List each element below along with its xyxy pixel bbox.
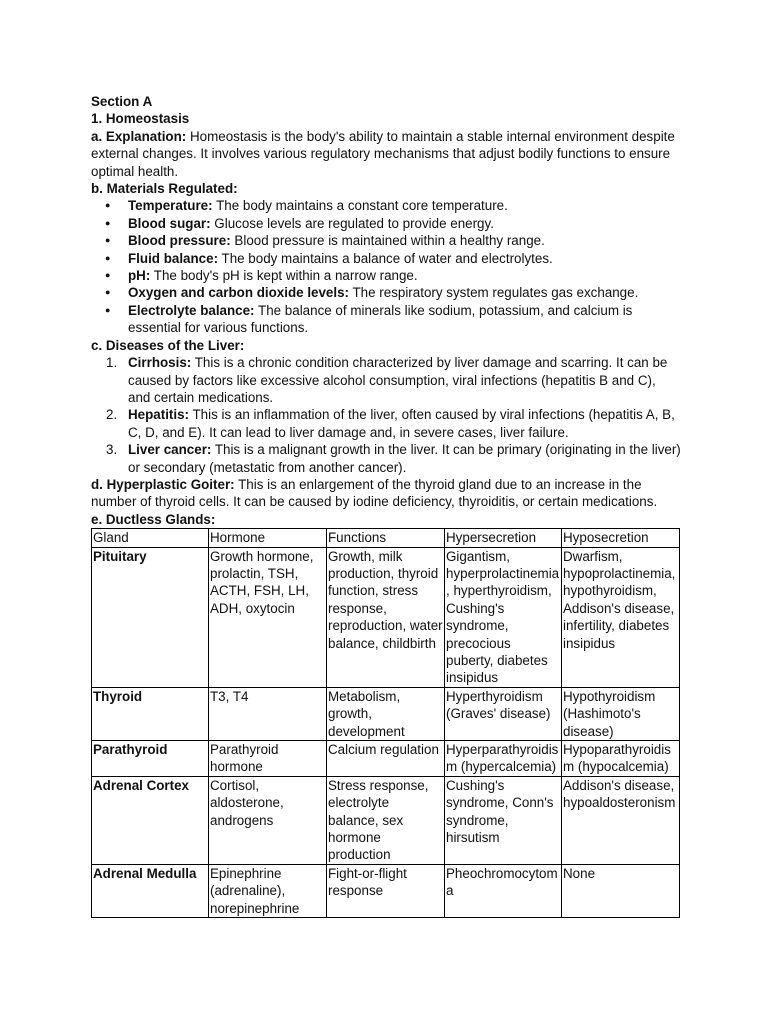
table-cell: Gigantism, hyperprolactinemia, hyperthyroidism, Cushing's syndrome, precocious puberty, diabetes insipidus xyxy=(445,547,562,687)
list-item: ● Blood pressure: Blood pressure is maintained within a healthy range. xyxy=(91,232,681,249)
table-header-cell: Functions xyxy=(327,529,445,547)
list-item: 3. Liver cancer: This is a malignant growth in the liver. It can be primary (originating in the liver) or secondary (metastatic from another cancer). xyxy=(106,442,681,475)
table-row xyxy=(92,687,680,740)
table-cell: Fight-or-flight response xyxy=(327,864,445,917)
diseases-list xyxy=(91,354,681,476)
table-cell: Parathyroid hormone xyxy=(209,741,327,777)
table-cell: Addison's disease, hypoaldosteronism xyxy=(562,776,680,864)
document-page xyxy=(91,93,681,918)
table-row xyxy=(92,864,680,917)
table-cell: Pheochromocytoma xyxy=(445,864,562,917)
explanation-label: a. Explanation: xyxy=(91,128,187,144)
list-item: ● Temperature: The body maintains a constant core temperature. xyxy=(91,197,681,214)
table-cell: T3, T4 xyxy=(209,687,327,740)
table-cell: None xyxy=(562,864,680,917)
table-cell: Metabolism, growth, development xyxy=(327,687,445,740)
glands-table xyxy=(91,528,680,918)
table-header-cell: Gland xyxy=(92,529,209,547)
table-cell: Growth, milk production, thyroid function, stress response, reproduction, water balance, childbirth xyxy=(327,547,445,687)
table-cell: Stress response, electrolyte balance, sex hormone production xyxy=(327,776,445,864)
materials-list xyxy=(91,197,681,336)
list-item: 2. Hepatitis: This is an inflammation of the liver, often caused by viral infections (hepatitis A, B, C, D, and E). It can lead to liver damage and, in severe cases, liver failure. xyxy=(106,407,675,440)
list-item: ● Electrolyte balance: The balance of minerals like sodium, potassium, and calcium is essential for various functions. xyxy=(91,302,681,337)
table-cell: Epinephrine (adrenaline), norepinephrine xyxy=(209,864,327,917)
gland-name-cell: Thyroid xyxy=(92,687,209,740)
question-title: 1. Homeostasis xyxy=(91,111,190,127)
materials-heading: b. Materials Regulated: xyxy=(91,181,238,197)
table-cell: Hypoparathyroidism (hypocalcemia) xyxy=(562,741,680,777)
list-item: 1. Cirrhosis: This is a chronic condition characterized by liver damage and scarring. It can be caused by factors like excessive alcohol consumption, viral infections (hepatitis B and C), and certain medications. xyxy=(106,355,668,405)
table-header-cell: Hormone xyxy=(209,529,327,547)
gland-name-cell: Adrenal Cortex xyxy=(92,776,209,864)
table-cell: Calcium regulation xyxy=(327,741,445,777)
table-header-cell: Hypersecretion xyxy=(445,529,562,547)
table-cell: Hyperthyroidism (Graves' disease) xyxy=(445,687,562,740)
section-title: Section A xyxy=(91,94,153,109)
table-cell: Cortisol, aldosterone, androgens xyxy=(209,776,327,864)
table-cell: Cushing's syndrome, Conn's syndrome, hirsutism xyxy=(445,776,562,864)
goiter-label: d. Hyperplastic Goiter: xyxy=(91,476,235,492)
glands-heading: e. Ductless Glands: xyxy=(91,511,216,527)
goiter-paragraph xyxy=(91,476,681,511)
table-row xyxy=(92,776,680,864)
table-cell: Growth hormone, prolactin, TSH, ACTH, FSH, LH, ADH, oxytocin xyxy=(209,547,327,687)
gland-name-cell: Parathyroid xyxy=(92,741,209,777)
explanation-text: Homeostasis is the body's ability to maintain a stable internal environment despite external changes. It involves various regulatory mechanisms that adjust bodily functions to ensure optimal health. xyxy=(91,128,675,179)
list-item: ● pH: The body's pH is kept within a narrow range. xyxy=(91,267,681,284)
list-item: ● Fluid balance: The body maintains a balance of water and electrolytes. xyxy=(91,250,681,267)
diseases-heading: c. Diseases of the Liver: xyxy=(91,337,245,353)
table-cell: Dwarfism, hypoprolactinemia, hypothyroidism, Addison's disease, infertility, diabetes insipidus xyxy=(562,547,680,687)
gland-name-cell: Adrenal Medulla xyxy=(92,864,209,917)
list-item: ● Oxygen and carbon dioxide levels: The respiratory system regulates gas exchange. xyxy=(91,284,681,301)
table-header-cell: Hyposecretion xyxy=(562,529,680,547)
list-item: ● Blood sugar: Glucose levels are regulated to provide energy. xyxy=(91,215,681,232)
table-row xyxy=(92,741,680,777)
table-cell: Hypothyroidism (Hashimoto's disease) xyxy=(562,687,680,740)
table-cell: Hyperparathyroidism (hypercalcemia) xyxy=(445,741,562,777)
gland-name-cell: Pituitary xyxy=(92,547,209,687)
goiter-text: This is an enlargement of the thyroid gland due to an increase in the number of thyroid cells. It can be caused by iodine deficiency, thyroiditis, or certain medications. xyxy=(91,476,658,510)
table-row xyxy=(92,547,680,687)
table-header-row xyxy=(92,529,680,547)
explanation-paragraph xyxy=(91,128,681,180)
